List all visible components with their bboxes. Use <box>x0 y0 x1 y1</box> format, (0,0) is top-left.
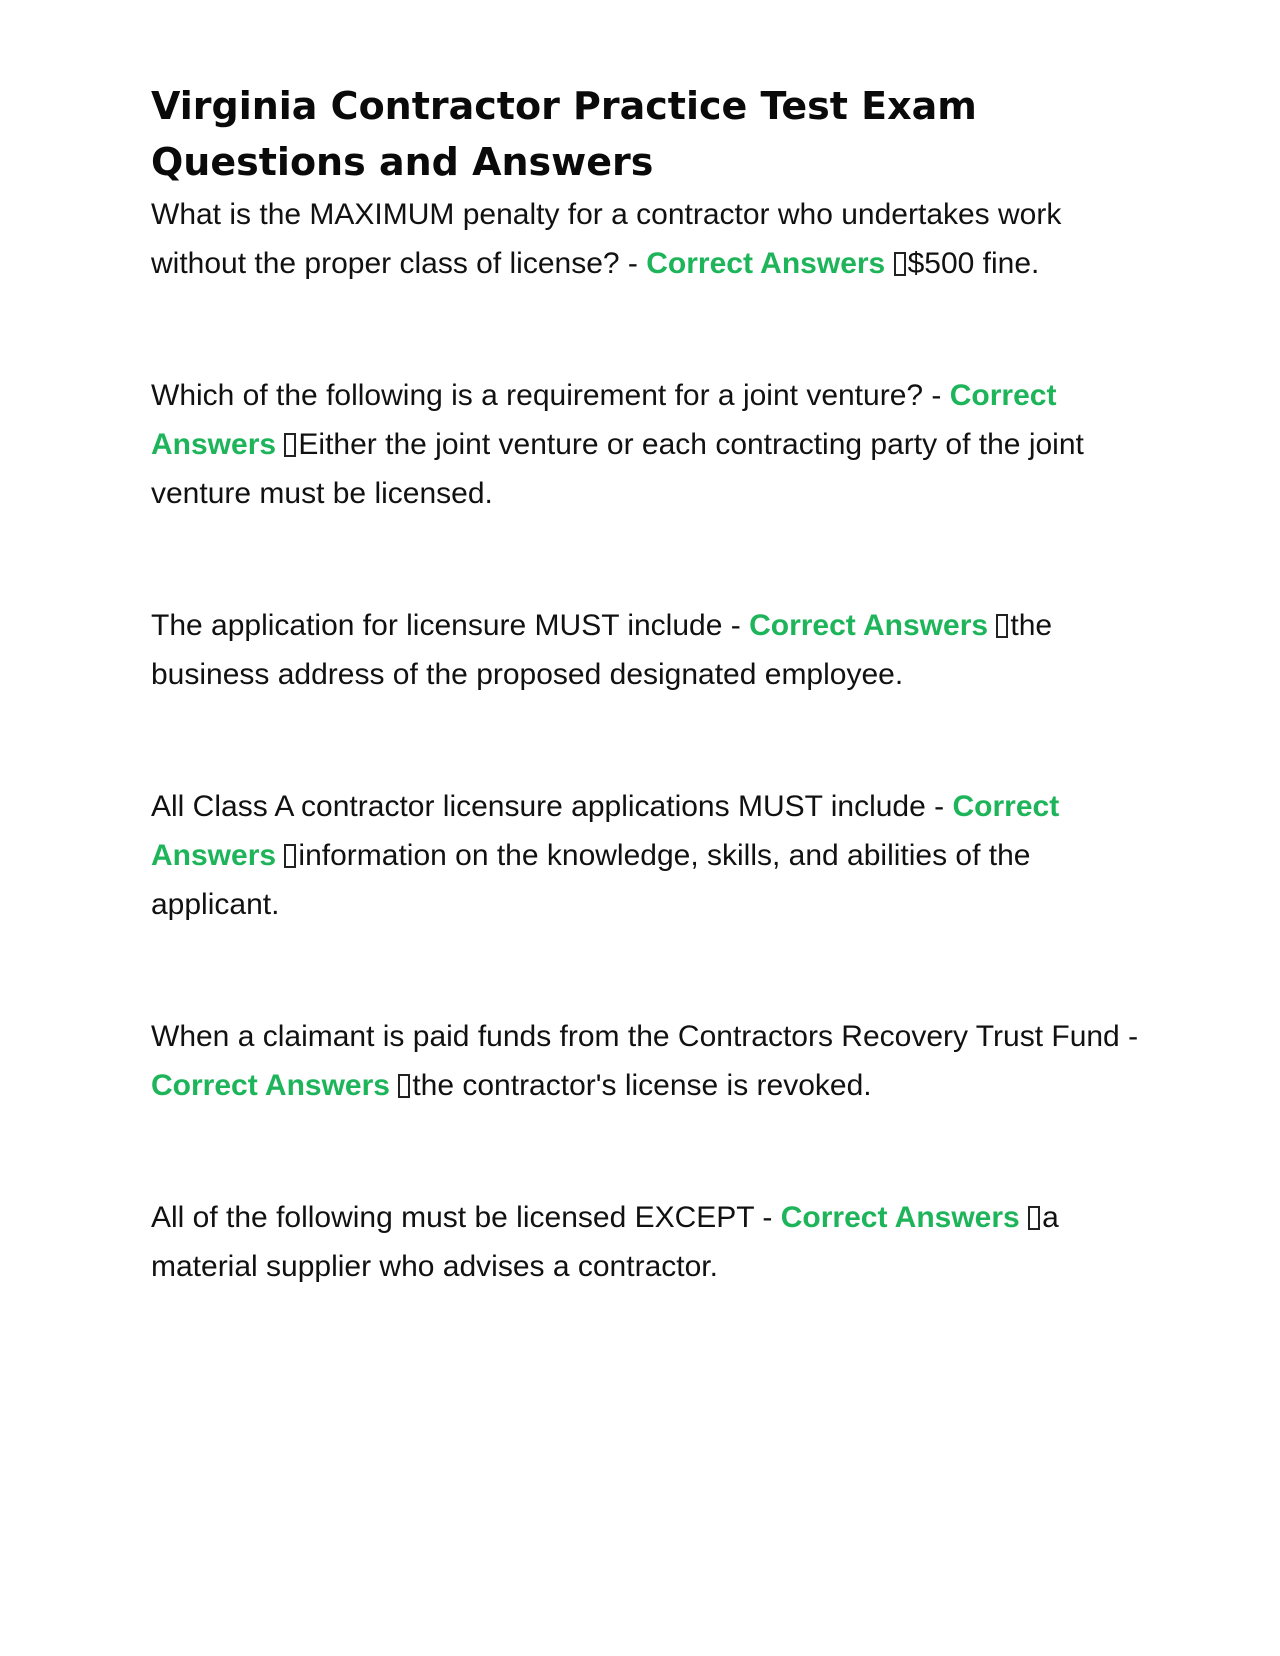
missing-glyph-icon <box>996 614 1008 638</box>
question-text: The application for licensure MUST include <box>151 609 723 642</box>
separator: - <box>1119 1020 1139 1053</box>
question-text: When a claimant is paid funds from the Contractors Recovery Trust Fund <box>151 1020 1120 1053</box>
answer-text: the contractor's license is revoked. <box>412 1069 872 1102</box>
separator: - <box>722 609 750 642</box>
qa-item <box>151 1012 1151 1110</box>
qa-item <box>151 782 1151 929</box>
missing-glyph-icon <box>398 1074 410 1098</box>
qa-item <box>151 601 1151 699</box>
separator: - <box>925 790 953 823</box>
answer-text: the business address of the proposed designated employee. <box>151 609 1053 691</box>
answer-text: $500 fine. <box>907 247 1040 280</box>
answer-label: Correct Answers <box>151 790 1060 872</box>
missing-glyph-icon <box>894 252 906 276</box>
missing-glyph-icon <box>284 844 296 868</box>
question-text: All of the following must be licensed EXCEPT <box>151 1201 755 1234</box>
answer-label: Correct Answers <box>780 1201 1020 1234</box>
question-text: All Class A contractor licensure applications MUST include <box>151 790 926 823</box>
qa-item <box>151 1193 1151 1291</box>
answer-text: information on the knowledge, skills, and abilities of the applicant. <box>151 839 1031 921</box>
missing-glyph-icon <box>284 433 296 457</box>
missing-glyph-icon <box>1028 1206 1040 1230</box>
separator: - <box>923 379 950 412</box>
question-text: Which of the following is a requirement for a joint venture? <box>151 379 924 412</box>
answer-label: Correct Answers <box>749 609 989 642</box>
separator: - <box>754 1201 781 1234</box>
answer-text: Either the joint venture or each contracting party of the joint venture must be licensed. <box>151 428 1084 510</box>
qa-item <box>151 371 1151 518</box>
document-page <box>151 78 1151 1291</box>
qa-item <box>151 190 1151 288</box>
answer-text: a material supplier who advises a contractor. <box>151 1201 1059 1283</box>
answer-label: Correct Answers <box>646 247 886 280</box>
document-title: Virginia Contractor Practice Test Exam Questions and Answers <box>151 84 977 184</box>
separator: - <box>619 247 647 280</box>
answer-label: Correct Answers <box>151 1069 390 1102</box>
answer-label: Correct Answers <box>151 379 1057 461</box>
question-text: What is the MAXIMUM penalty for a contractor who undertakes work without the proper class of license? <box>151 198 1062 280</box>
